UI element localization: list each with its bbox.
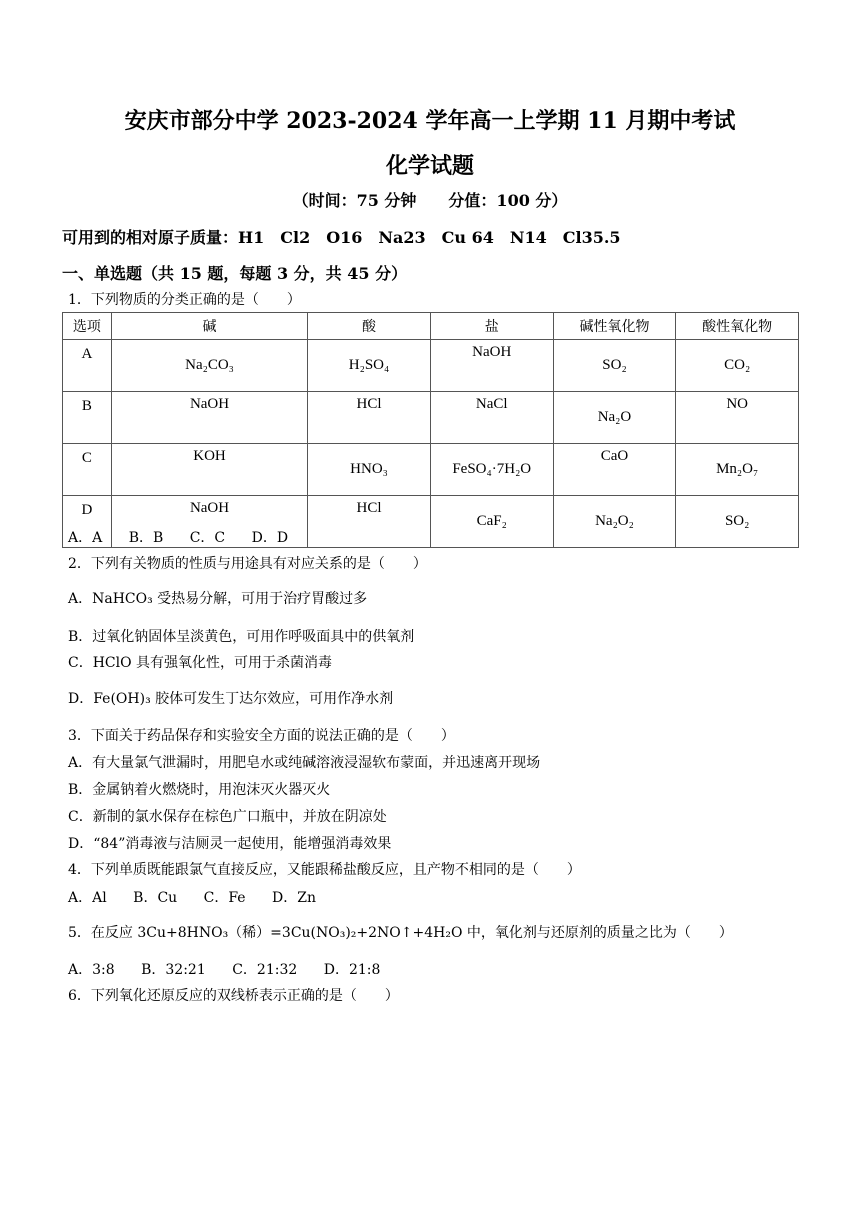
row-label: D xyxy=(63,496,112,548)
q1-option-d[interactable]: D．D xyxy=(251,530,289,546)
exam-title: 安庆市部分中学 2023-2024 学年高一上学期 11 月期中考试 xyxy=(124,108,736,134)
table-header-row xyxy=(63,313,799,340)
q4-option-b[interactable]: B．Cu xyxy=(133,890,178,906)
header-salt: 盐 xyxy=(430,313,553,340)
table-row xyxy=(63,340,799,392)
q3-option-d[interactable]: D．“84”消毒液与洁厕灵一起使用，能增强消毒效果 xyxy=(68,836,392,852)
cell: NaCl xyxy=(430,392,553,444)
cell: NaOH xyxy=(430,340,553,392)
q1-options xyxy=(68,527,310,547)
q2-option-c[interactable]: C．HClO 具有强氧化性，可用于杀菌消毒 xyxy=(68,655,333,671)
q1-option-c[interactable]: C．C xyxy=(189,530,226,546)
cell: KOH xyxy=(111,444,307,496)
cell: H₂SO₄ xyxy=(308,340,431,392)
q1-stem: 1．下列物质的分类正确的是（ ） xyxy=(68,292,301,308)
cell: Mn₂O₇ xyxy=(676,444,799,496)
cell: HCl xyxy=(308,392,431,444)
cell: Na₂CO₃ xyxy=(111,340,307,392)
cell: NaOH xyxy=(111,496,307,548)
q1-option-a[interactable]: A．A xyxy=(68,530,103,546)
q1-option-b[interactable]: B．B xyxy=(128,530,164,546)
cell: SO₂ xyxy=(676,496,799,548)
q1-classification-table xyxy=(62,312,799,548)
q4-stem: 4．下列单质既能跟氯气直接反应，又能跟稀盐酸反应，且产物不相同的是（ ） xyxy=(68,862,581,878)
atomic-mass-line: 可用到的相对原子质量：H1 Cl2 O16 Na23 Cu 64 N14 Cl35.5 xyxy=(62,228,621,247)
cell: CO₂ xyxy=(676,340,799,392)
q3-option-a[interactable]: A．有大量氯气泄漏时，用肥皂水或纯碱溶液浸湿软布蒙面，并迅速离开现场 xyxy=(68,755,541,771)
q4-options xyxy=(68,887,338,907)
cell: NO xyxy=(676,392,799,444)
cell: Na₂O₂ xyxy=(553,496,676,548)
cell: CaO xyxy=(553,444,676,496)
section-title: 一、单选题（共 15 题，每题 3 分，共 45 分） xyxy=(62,264,408,283)
header-acid: 酸 xyxy=(308,313,431,340)
q5-option-d[interactable]: D．21:8 xyxy=(323,962,381,978)
cell: SO₂ xyxy=(553,340,676,392)
table-row xyxy=(63,392,799,444)
time-score: （时间：75 分钟 分值：100 分） xyxy=(292,191,568,210)
cell: FeSO₄·7H₂O xyxy=(430,444,553,496)
header-basic-oxide: 碱性氧化物 xyxy=(553,313,676,340)
q3-stem: 3．下面关于药品保存和实验安全方面的说法正确的是（ ） xyxy=(68,728,455,744)
q5-option-a[interactable]: A．3:8 xyxy=(68,962,115,978)
subject-title: 化学试题 xyxy=(385,153,474,179)
q4-option-d[interactable]: D．Zn xyxy=(272,890,317,906)
q2-option-b[interactable]: B．过氧化钠固体呈淡黄色，可用作呼吸面具中的供氧剂 xyxy=(68,629,415,645)
cell: HNO₃ xyxy=(308,444,431,496)
row-label: C xyxy=(63,444,112,496)
table-row xyxy=(63,444,799,496)
q2-stem: 2．下列有关物质的性质与用途具有对应关系的是（ ） xyxy=(68,556,427,572)
cell: Na₂O xyxy=(553,392,676,444)
q4-option-c[interactable]: C．Fe xyxy=(203,890,246,906)
q5-option-c[interactable]: C．21:32 xyxy=(232,962,298,978)
q4-option-a[interactable]: A．Al xyxy=(68,890,107,906)
header-base: 碱 xyxy=(111,313,307,340)
row-label: A xyxy=(63,340,112,392)
q2-option-d[interactable]: D．Fe(OH)₃ 胶体可发生丁达尔效应，可用作净水剂 xyxy=(68,691,394,707)
q3-option-b[interactable]: B．金属钠着火燃烧时，用泡沫灭火器灭火 xyxy=(68,782,331,798)
q6-stem: 6．下列氧化还原反应的双线桥表示正确的是（ ） xyxy=(68,988,399,1004)
q5-option-b[interactable]: B．32:21 xyxy=(141,962,206,978)
header-option: 选项 xyxy=(63,313,112,340)
q2-option-a[interactable]: A．NaHCO₃ 受热易分解，可用于治疗胃酸过多 xyxy=(68,591,368,607)
header-acidic-oxide: 酸性氧化物 xyxy=(676,313,799,340)
q5-stem: 5．在反应 3Cu+8HNO₃（稀）=3Cu(NO₃)₂+2NO↑+4H₂O 中，氧化剂与还原剂的质量之比为（ ） xyxy=(68,925,733,941)
cell: HCl xyxy=(308,496,431,548)
q3-option-c[interactable]: C．新制的氯水保存在棕色广口瓶中，并放在阴凉处 xyxy=(68,809,387,825)
cell: CaF₂ xyxy=(430,496,553,548)
cell: NaOH xyxy=(111,392,307,444)
row-label: B xyxy=(63,392,112,444)
q5-options xyxy=(68,959,402,979)
